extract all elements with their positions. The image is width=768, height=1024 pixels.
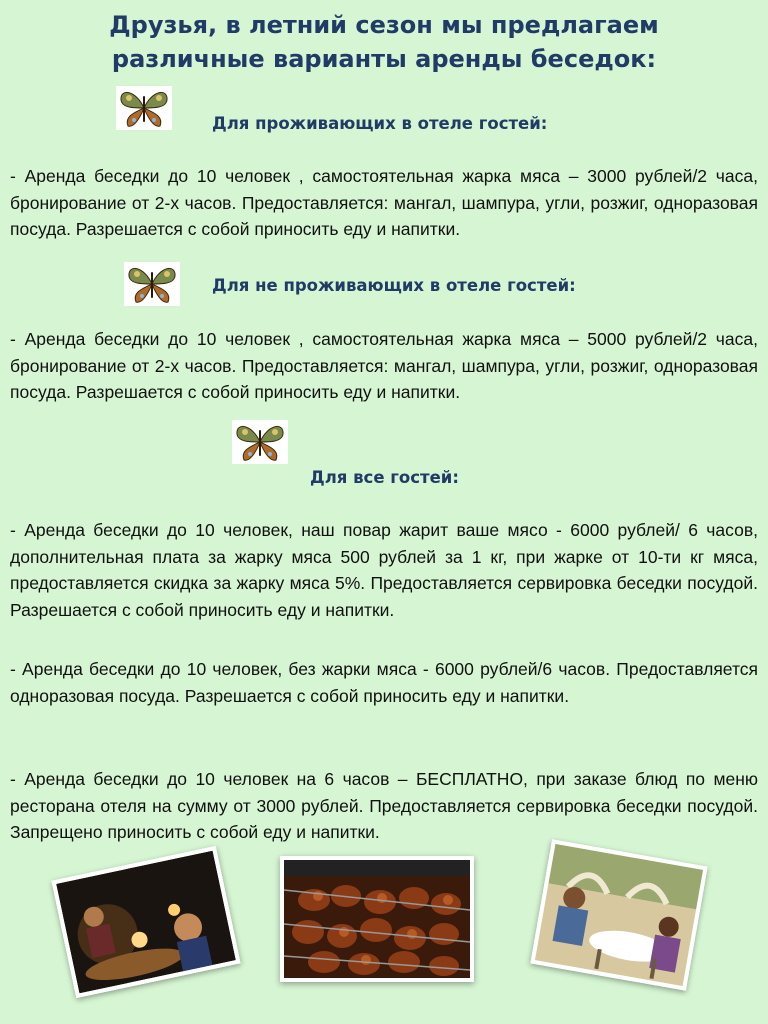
- title-line-2: различные варианты аренды беседок:: [111, 45, 657, 73]
- evening-gazebo-dinner-photo: [51, 846, 240, 998]
- section-text-all-guests-2: - Аренда беседки до 10 человек, без жарки мяса - 6000 рублей/6 часов. Предоставляется одноразовая посуда. Разрешается с собой приносить еду и напитки.: [10, 659, 758, 706]
- butterfly-icon: [124, 262, 180, 306]
- shashlik-grill-photo: [280, 856, 474, 982]
- section-text-residents: - Аренда беседки до 10 человек , самостоятельная жарка мяса – 3000 рублей/2 часа, бронирование от 2-х часов. Предоставляется: мангал, шампура, угли, розжиг, одноразовая посуда. Разрешается с собой приносить еду и напитки.: [10, 166, 758, 239]
- restaurant-terrace-photo: [530, 839, 707, 991]
- page-title: [0, 8, 768, 76]
- section-heading-non-residents: Для не проживающих в отеле гостей:: [212, 276, 576, 295]
- section-heading-residents: Для проживающих в отеле гостей:: [212, 114, 548, 133]
- section-text-all-guests-1: - Аренда беседки до 10 человек, наш повар жарит ваше мясо - 6000 рублей/ 6 часов, дополнительная плата за жарку мяса 500 рублей за 1 кг, при жарке от 10-ти кг мяса, предоставляется скидка за жарку мяса 5%. Предоставляется сервировка беседки посудой. Разрешается с собой приносить еду и напитки.: [10, 520, 758, 620]
- section-text-all-guests-3: - Аренда беседки до 10 человек на 6 часов – БЕСПЛАТНО, при заказе блюд по меню ресторана отеля на сумму от 3000 рублей. Предоставляется сервировка беседки посудой. Запрещено приносить с собой еду и напитки.: [10, 769, 758, 842]
- section-text-non-residents: - Аренда беседки до 10 человек , самостоятельная жарка мяса – 5000 рублей/2 часа, бронирование от 2-х часов. Предоставляется: мангал, шампура, угли, розжиг, одноразовая посуда. Разрешается с собой приносить еду и напитки.: [10, 329, 758, 402]
- butterfly-icon: [116, 86, 172, 130]
- butterfly-icon: [232, 420, 288, 464]
- title-line-1: Друзья, в летний сезон мы предлагаем: [109, 11, 659, 39]
- section-heading-all-guests: Для все гостей:: [310, 468, 459, 487]
